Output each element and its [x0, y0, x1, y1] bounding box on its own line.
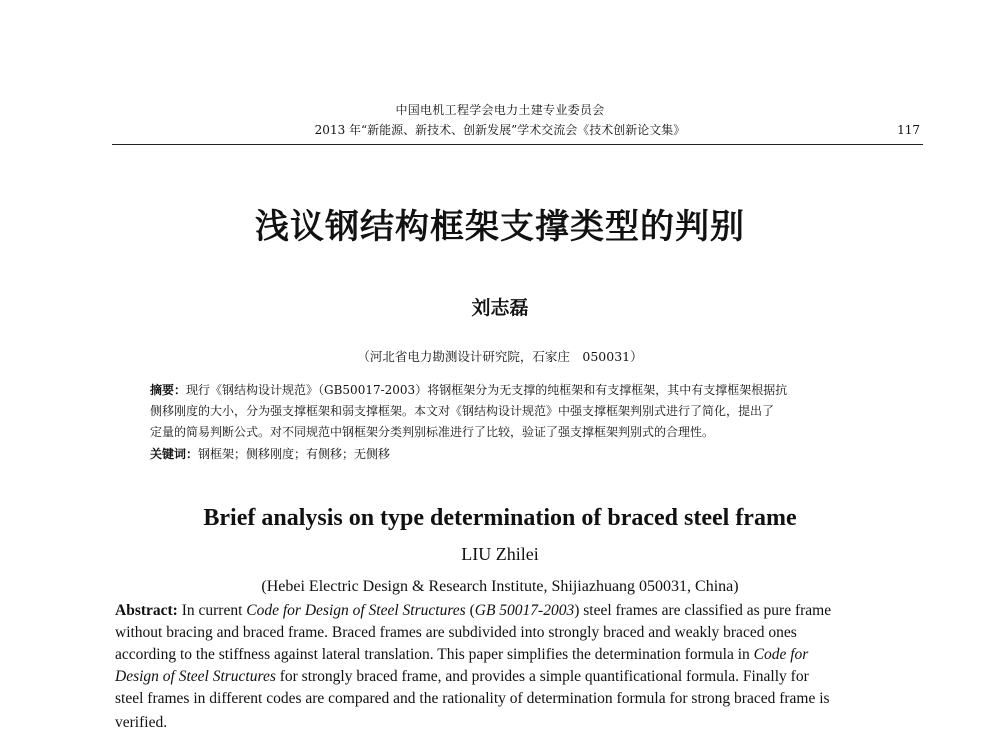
header-rule: [112, 144, 923, 145]
english-abstract-text-4b: for strongly braced frame, and provides a simple quantificational formula. Finally for: [275, 668, 809, 685]
english-abstract-code-title-2a: Code for: [753, 646, 809, 663]
english-abstract-line-3: [115, 645, 921, 665]
chinese-affiliation: （河北省电力勘测设计研究院，石家庄 050031）: [357, 349, 643, 364]
chinese-keywords: [150, 445, 890, 464]
english-abstract-code-title-2b: Design of Steel Structures: [115, 668, 276, 685]
english-abstract-text-6: verified.: [115, 714, 168, 731]
page-number: 117: [897, 123, 920, 137]
running-header-proceedings: 2013 年“新能源、新技术、创新发展”学术交流会《技术创新论文集》: [314, 123, 686, 137]
chinese-abstract-line-3: 定量的简易判断公式。对不同规范中钢框架分类判别标准进行了比较，验证了强支撑框架判别式的合理性。: [150, 425, 715, 439]
english-author: LIU Zhilei: [461, 544, 539, 564]
running-header-organization: 中国电机工程学会电力土建专业委员会: [395, 103, 605, 117]
english-abstract-line-1: [115, 601, 921, 621]
english-abstract-label: Abstract:: [115, 602, 178, 619]
english-abstract-text-1c: (: [465, 602, 475, 619]
english-affiliation: (Hebei Electric Design & Research Institute, Shijiazhuang 050031, China): [261, 578, 739, 595]
english-abstract-text-1e: ) steel frames are classified as pure frame: [574, 602, 832, 619]
chinese-keywords-text: 钢框架；侧移刚度；有侧移；无侧移: [198, 447, 391, 461]
english-abstract-code-title: Code for Design of Steel Structures: [246, 602, 466, 619]
chinese-title: 浅议钢结构框架支撑类型的判别: [255, 207, 745, 247]
english-abstract-line-5: steel frames in different codes are compared and the rationality of determination formula for strong braced frame is: [115, 690, 830, 707]
chinese-abstract-line-2: 侧移刚度的大小，分为强支撑框架和弱支撑框架。本文对《钢结构设计规范》中强支撑框架判别式进行了简化，提出了: [150, 404, 775, 418]
english-abstract-line-2: without bracing and braced frame. Braced frames are subdivided into strongly braced and weakly braced ones: [115, 624, 797, 641]
english-abstract-line-6-clipped: [115, 714, 245, 731]
chinese-keywords-label: 关键词：: [150, 447, 199, 461]
english-abstract-code-number: GB 50017-2003: [474, 602, 575, 619]
english-title: Brief analysis on type determination of braced steel frame: [203, 505, 797, 531]
english-abstract-text-3a: according to the stiffness against lateral translation. This paper simplifies the determination formula in: [115, 646, 754, 663]
chinese-abstract-label: 摘要：: [150, 383, 187, 397]
chinese-abstract-text-1: 现行《钢结构设计规范》（GB50017-2003）将钢框架分为无支撑的纯框架和有支撑框架，其中有支撑框架根据抗: [186, 383, 788, 397]
english-abstract-line-4: [115, 667, 921, 687]
chinese-author: 刘志磊: [471, 297, 529, 319]
chinese-abstract-line-1: [150, 381, 890, 400]
english-abstract-text-1a: In current: [177, 602, 247, 619]
